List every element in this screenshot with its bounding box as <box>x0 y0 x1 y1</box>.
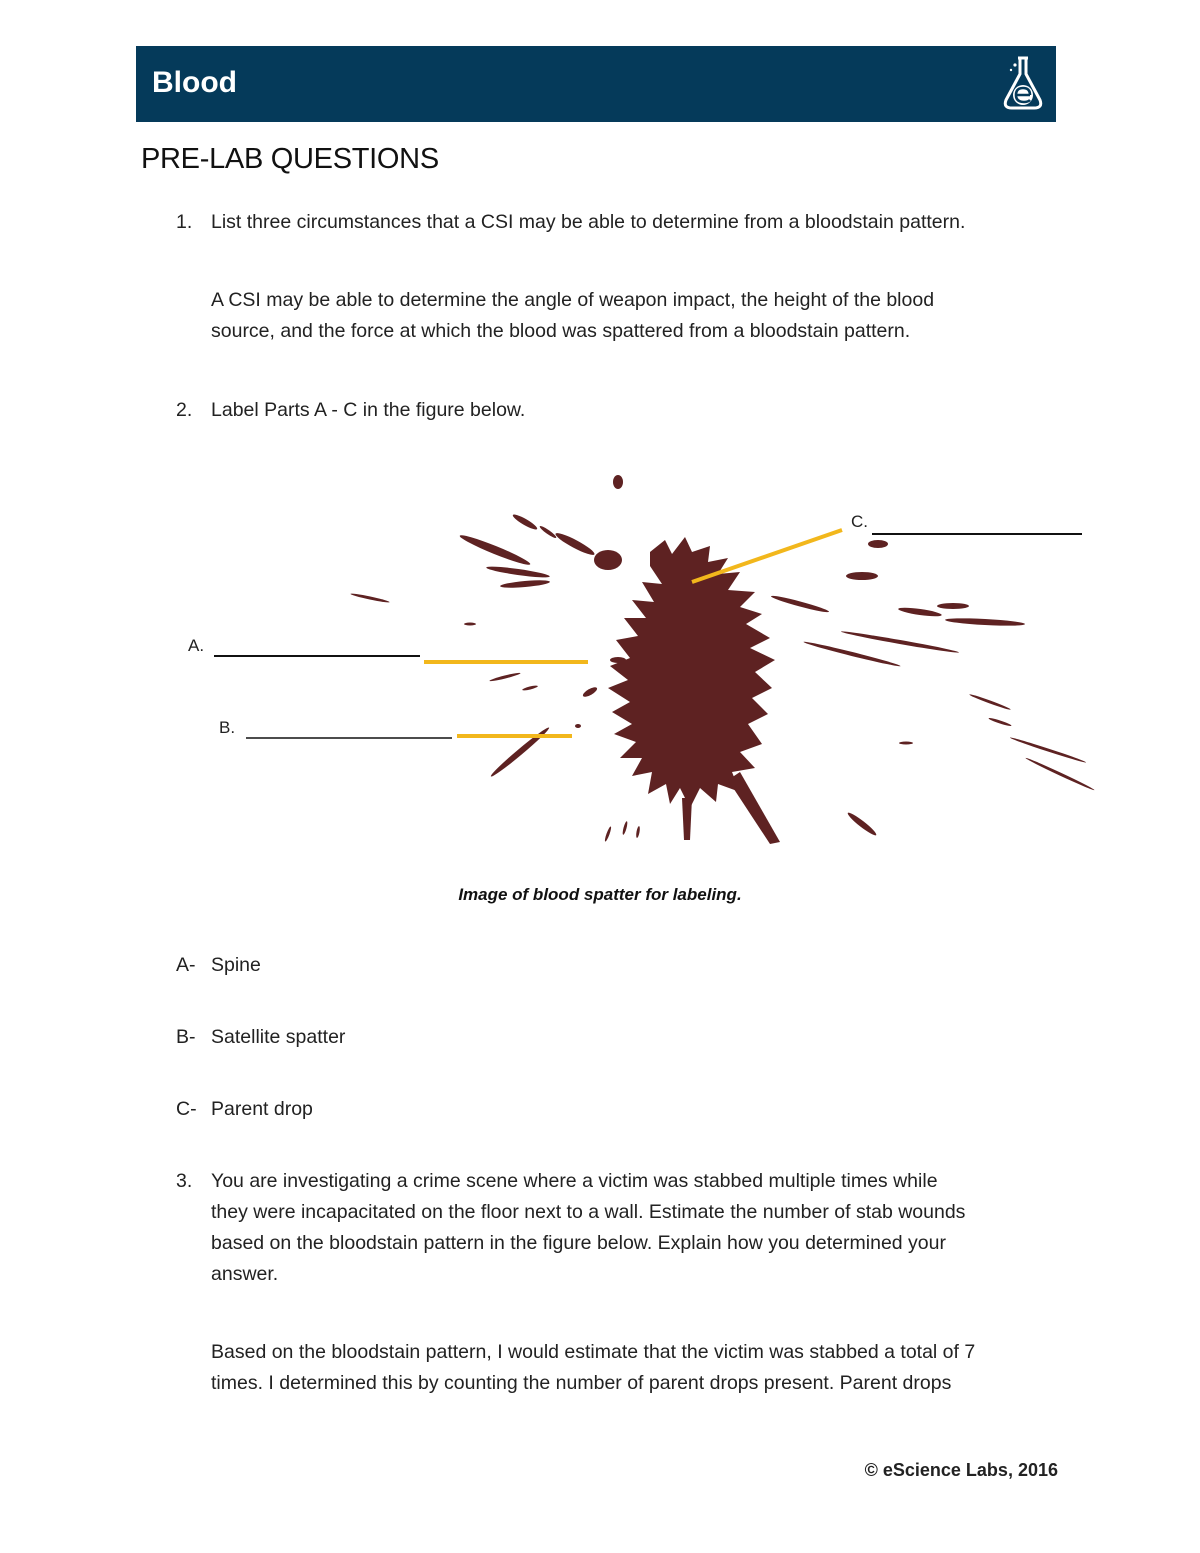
label-value-a: Spine <box>211 954 261 976</box>
question-3-prompt-line: You are investigating a crime scene where a victim was stabbed multiple times while <box>211 1170 938 1192</box>
question-3-answer-line: Based on the bloodstain pattern, I would estimate that the victim was stabbed a total of 7 <box>211 1341 976 1363</box>
figure-label-c: C. <box>851 512 868 531</box>
question-3-prompt-line: they were incapacitated on the floor next to a wall. Estimate the number of stab wounds <box>211 1201 966 1223</box>
label-key-b: B- <box>176 1026 196 1048</box>
question-2-number: 2. <box>176 399 193 421</box>
question-3-prompt-line: based on the bloodstain pattern in the figure below. Explain how you determined your <box>211 1232 946 1254</box>
header-banner <box>136 46 1056 122</box>
question-2-prompt: Label Parts A - C in the figure below. <box>211 399 526 421</box>
figure-label-b: B. <box>219 718 236 737</box>
question-1-number: 1. <box>176 211 193 233</box>
leader-line-c <box>692 530 842 582</box>
label-value-b: Satellite spatter <box>211 1026 346 1048</box>
blood-spatter-figure <box>180 462 1100 862</box>
document-title: Blood <box>152 66 237 99</box>
blood-spatter-image <box>350 475 1095 844</box>
figure-caption: Image of blood spatter for labeling. <box>458 885 742 904</box>
label-key-c: C- <box>176 1098 197 1120</box>
question-3-number: 3. <box>176 1170 193 1192</box>
question-1-prompt: List three circumstances that a CSI may be able to determine from a bloodstain pattern. <box>211 211 966 233</box>
label-value-c: Parent drop <box>211 1098 313 1120</box>
question-3-prompt-line: answer. <box>211 1263 279 1285</box>
section-title: PRE-LAB QUESTIONS <box>141 143 439 175</box>
figure-label-a: A. <box>188 636 205 655</box>
question-1-answer-line: source, and the force at which the blood was spattered from a bloodstain pattern. <box>211 320 911 342</box>
question-1-answer-line: A CSI may be able to determine the angle of weapon impact, the height of the blood <box>211 289 935 311</box>
escience-flask-icon <box>998 54 1048 114</box>
label-key-a: A- <box>176 954 196 976</box>
question-3-answer-line: times. I determined this by counting the number of parent drops present. Parent drops <box>211 1372 952 1394</box>
copyright-footer: © eScience Labs, 2016 <box>864 1460 1058 1480</box>
